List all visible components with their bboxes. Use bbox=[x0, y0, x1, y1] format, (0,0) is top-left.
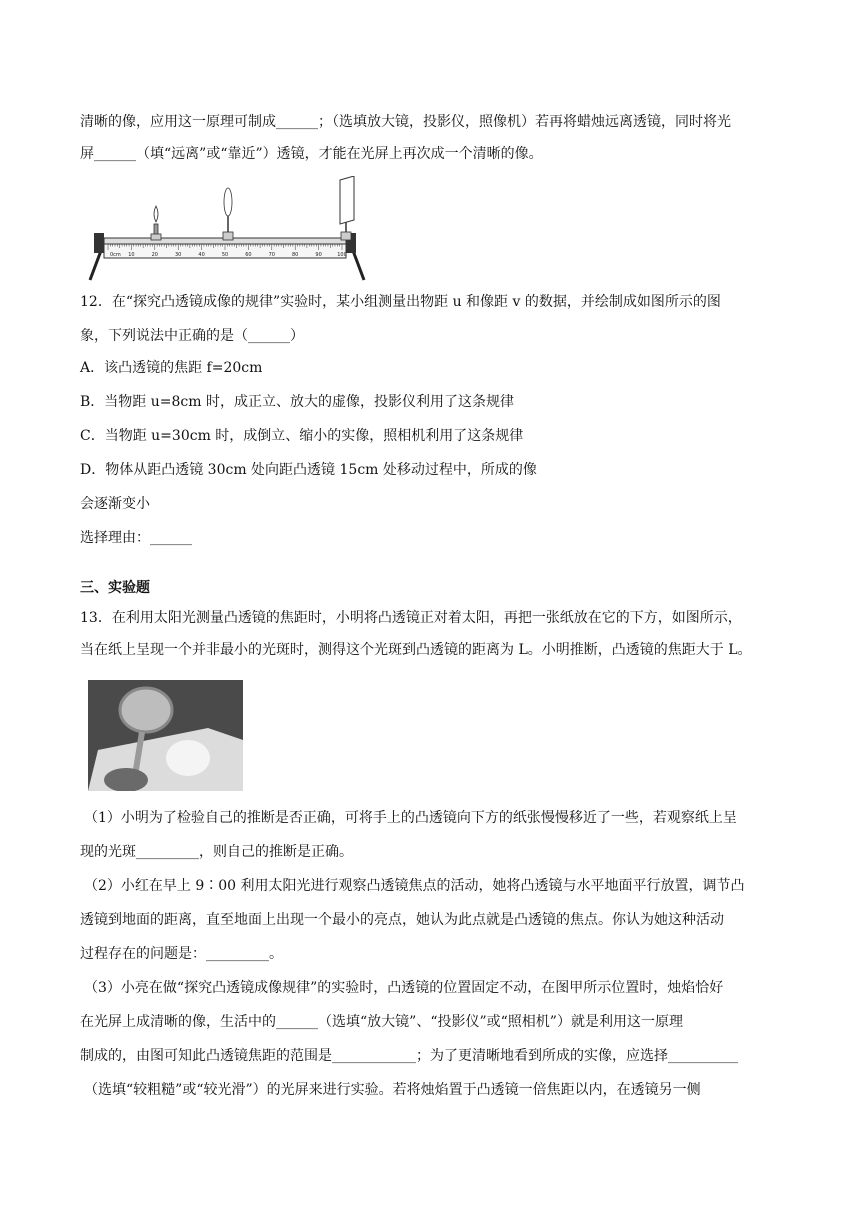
ruler-tick-label: 70 bbox=[268, 252, 275, 258]
candle-flame bbox=[154, 206, 158, 222]
sub-question-1: （1）小明为了检验自己的推断是否正确，可将手上的凸透镜向下方的纸张慢慢移近了一些，若观察纸上呈 bbox=[84, 810, 737, 826]
magnifier-lens bbox=[120, 688, 172, 732]
ruler-tick-label: 20 bbox=[151, 252, 158, 258]
question-12-line: 12．在“探究凸透镜成像的规律”实验时，某小组测量出物距 u 和像距 v 的数据，并绘制成如图所示的图 bbox=[80, 294, 721, 310]
ruler-tick-label: 90 bbox=[315, 252, 322, 258]
option-b: B．当物距 u=8cm 时，成正立、放大的虚像，投影仪利用了这条规律 bbox=[80, 394, 514, 410]
sub-question-3: （选填“较粗糙”或“较光滑”）的光屏来进行实验。若将烛焰置于凸透镜一倍焦距以内，在透镜另一侧 bbox=[84, 1082, 701, 1098]
ruler-tick-label: 100 bbox=[337, 252, 347, 258]
lens bbox=[224, 188, 232, 216]
screen-holder bbox=[341, 232, 351, 240]
option-c: C．当物距 u=30cm 时，成倒立、缩小的实像，照相机利用了这条规律 bbox=[80, 428, 524, 444]
lens-holder bbox=[223, 232, 233, 240]
ruler-tick-label: 10 bbox=[128, 252, 135, 258]
ruler-tick-label: 60 bbox=[245, 252, 252, 258]
light-screen bbox=[340, 176, 354, 224]
ruler-tick-label: 40 bbox=[198, 252, 205, 258]
ruler-tick-label: 30 bbox=[175, 252, 182, 258]
question-13-line: 13．在利用太阳光测量凸透镜的焦距时，小明将凸透镜正对着太阳，再把一张纸放在它的下方，如图所示， bbox=[80, 610, 742, 626]
option-d: D．物体从距凸透镜 30cm 处向距凸透镜 15cm 处移动过程中，所成的像 bbox=[80, 462, 537, 478]
option-a: A．该凸透镜的焦距 f=20cm bbox=[80, 360, 263, 376]
paragraph-line: 清晰的像，应用这一原理可制成______；（选填放大镜，投影仪，照像机）若再将蜡烛远离透镜，同时将光 bbox=[80, 114, 731, 130]
section-title: 三、实验题 bbox=[80, 580, 150, 596]
photo-drawing bbox=[88, 680, 243, 791]
sub-question-2: 透镜到地面的距离，直至地面上出现一个最小的亮点，她认为此点就是凸透镜的焦点。你认为她这种活动 bbox=[80, 912, 724, 928]
ruler-tick-label: 50 bbox=[221, 252, 229, 258]
question-12-line: 象，下列说法中正确的是（______） bbox=[80, 328, 304, 344]
paragraph-line: 屏______（填“远离”或“靠近”）透镜，才能在光屏上再次成一个清晰的像。 bbox=[80, 146, 543, 162]
ruler-tick-label: 80 bbox=[292, 252, 299, 258]
sub-question-2: 过程存在的问题是：_________。 bbox=[80, 946, 283, 962]
sub-question-3: 在光屏上成清晰的像，生活中的______（选填“放大镜”、“投影仪”或“照相机”）就是利用这一原理 bbox=[80, 1014, 683, 1030]
candle-holder bbox=[151, 234, 161, 240]
sub-question-1: 现的光斑_________，则自己的推断是正确。 bbox=[80, 844, 353, 860]
optical-bench-figure bbox=[88, 176, 368, 286]
light-spot bbox=[166, 740, 210, 776]
question-13-line: 当在纸上呈现一个并非最小的光斑时，测得这个光斑到凸透镜的距离为 L。小明推断，凸透镜的焦距大于 L。 bbox=[80, 642, 752, 658]
reason-line: 选择理由：______ bbox=[80, 530, 192, 546]
sub-question-3: （3）小亮在做“探究凸透镜成像规律”的实验时，凸透镜的位置固定不动，在图甲所示位置时，烛焰恰好 bbox=[84, 980, 724, 996]
sub-question-3: 制成的，由图可知此凸透镜焦距的范围是____________；为了更清晰地看到所成的实像，应选择__________ bbox=[80, 1048, 738, 1064]
ruler-tick-label: 0cm bbox=[110, 252, 121, 258]
sub-question-2: （2）小红在早上 9∶00 利用太阳光进行观察凸透镜焦点的活动，她将凸透镜与水平地面平行放置，调节凸 bbox=[84, 878, 745, 894]
bench-end-block bbox=[94, 233, 104, 253]
option-d-continuation: 会逐渐变小 bbox=[80, 496, 150, 512]
hand bbox=[104, 768, 148, 791]
lens-sunlight-photo bbox=[88, 680, 243, 791]
